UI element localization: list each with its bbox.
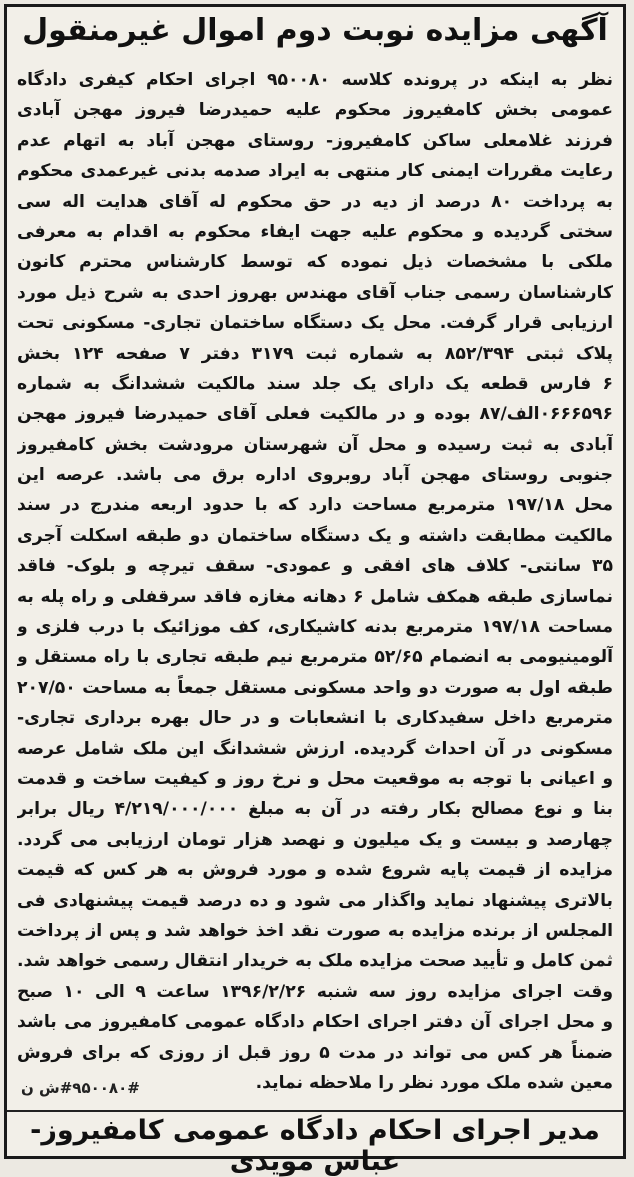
body-line: بنا و نوع مصالح بکار رفته در آن به مبلغ ۴/۲۱۹/۰۰۰/۰۰۰ ریال برابر — [17, 799, 613, 820]
notice-title: آگهی مزایده نوبت دوم اموال غیرمنقول — [22, 13, 608, 48]
body-line: مسکونی در آن احداث گردیده. ارزش ششدانگ این ملک شامل عرصه — [17, 738, 613, 759]
body-line: محل ۱۹۷/۱۸ مترمربع مساحت دارد که با حدود اربعه مندرج در سند — [17, 495, 613, 516]
body-line: المجلس از برنده مزایده به صورت نقد اخذ خواهد شد و پس از پرداخت — [17, 920, 613, 941]
body-line: ثمن کامل و تأیید صحت مزایده ملک به خریدار انتقال رسمی خواهد شد. — [17, 951, 613, 972]
body-line: مزایده از قیمت پایه شروع شده و مورد فروش به هر کس که قیمت — [17, 860, 613, 881]
body-line: جنوبی روستای مهجن آباد روبروی اداره برق می باشد. عرصه این — [17, 465, 613, 486]
body-line: ضمناً هر کس می تواند در مدت ۵ روز قبل از روزی که برای فروش — [17, 1042, 613, 1063]
body-line: ۳۵ سانتی- کلاف های افقی و عمودی- سقف تیرچه و بلوک- فاقد — [17, 556, 613, 577]
notice-frame — [4, 4, 626, 1177]
notice-body — [17, 65, 613, 1098]
body-line: ارزیابی قرار گرفت. محل یک دستگاه ساختمان تجاری- مسکونی تحت — [17, 313, 613, 334]
signature-line: مدیر اجرای احکام دادگاه عمومی کامفیروز- عباس مویدی — [30, 1115, 600, 1177]
body-line: رعایت مقررات ایمنی کار منتهی به ایراد صدمه بدنی غیرعمدی محکوم — [17, 161, 613, 182]
body-line: مالکیت مطابقت داشته و یک دستگاه ساختمان دو طبقه اسکلت آجری — [17, 525, 613, 546]
body-line: طبقه اول به صورت دو واحد مسکونی مستقل جمعاً به مساحت ۲۰۷/۵۰ — [17, 677, 613, 698]
body-line: و اعیانی با توجه به موقعیت محل و نرخ روز و کیفیت ساخت و قدمت — [17, 768, 613, 789]
body-line: معین شده ملک مورد نظر را ملاحظه نماید. — [255, 1072, 613, 1093]
body-line: آلومینیومی به انضمام ۵۲/۶۵ مترمربع نیم طبقه تجاری با راه مستقل و — [17, 647, 613, 668]
body-line: وقت اجرای مزایده روز سه شنبه ۱۳۹۶/۲/۲۶ ساعت ۹ الی ۱۰ صبح — [17, 981, 613, 1002]
body-line: ملکی با مشخصات ذیل نموده که توسط کارشناس محترم کانون — [17, 252, 613, 273]
signature-divider — [7, 1110, 623, 1112]
body-line: به پرداخت ۸۰ درصد از دیه در حق محکوم له آقای هدایت اله سی — [17, 191, 613, 212]
body-line: و محل اجرای آن دفتر اجرای احکام دادگاه عمومی کامفیروز می باشد — [17, 1012, 613, 1033]
body-line: سختی گردیده و محکوم علیه جهت ایفاء محکوم به اقدام به معرفی — [17, 221, 613, 242]
body-line: ۰۶۶۶۵۹۶الف/۸۷ بوده و در مالکیت فعلی آقای حمیدرضا فیروز مهجن — [17, 404, 613, 425]
body-line: نظر به اینکه در پرونده کلاسه ۹۵۰۰۸۰ اجرای احکام کیفری دادگاه — [17, 70, 613, 90]
body-line: کارشناسان رسمی جناب آقای مهندس بهروز احدی به شرح ذیل مورد — [17, 282, 613, 303]
body-line: عمومی بخش کامفیروز محکوم علیه حمیدرضا فیروز مهجن آبادی — [17, 100, 613, 121]
body-line: نماسازی طبقه همکف شامل ۶ دهانه مغازه فاقد سرقفلی و راه پله به — [17, 586, 613, 607]
body-line: مساحت ۱۹۷/۱۸ مترمربع بدنه کاشیکاری، کف موزائیک با درب فلزی و — [17, 617, 613, 638]
body-line: بالاتری پیشنهاد نماید واگذار می شود و ده درصد قیمت پیشنهادی فی — [17, 890, 613, 911]
body-line: فرزند غلامعلی ساکن کامفیروز- روستای مهجن آباد به اتهام عدم — [17, 130, 613, 151]
body-line: آبادی به ثبت رسیده و محل آن شهرستان مرودشت بخش کامفیروز — [17, 434, 613, 455]
body-line: پلاک ثبتی ۸۵۲/۳۹۴ به شماره ثبت ۳۱۷۹ دفتر ۷ صفحه ۱۲۴ بخش — [17, 343, 613, 364]
body-line: مترمربع داخل سفیدکاری با انشعابات و در حال بهره برداری تجاری- — [17, 708, 613, 729]
reference-code: #۹۵۰۰۸۰#ش ن — [21, 1079, 140, 1097]
body-line: ۶ فارس قطعه یک دارای یک جلد سند مالکیت ششدانگ به شماره — [17, 373, 613, 394]
body-line: چهارصد و بیست و یک میلیون و نهصد هزار تومان ارزیابی می گردد. — [17, 829, 613, 850]
